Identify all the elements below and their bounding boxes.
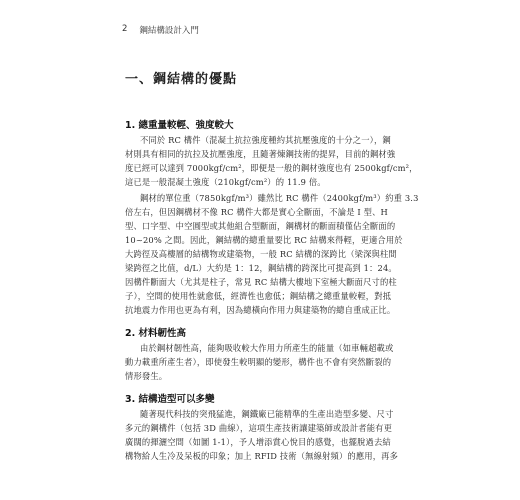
paragraph-line: 情形發生。: [125, 371, 168, 381]
chapter-title: 一、鋼結構的優點: [125, 72, 238, 87]
paragraph-line: 子），空間的使用性就愈低，經濟性也愈低；鋼結構之總重量較輕，對抵: [125, 291, 392, 301]
paragraph-line: 梁跨徑之比值，d/L）大約是 1：12，鋼結構的跨深比可提高到 1：24。: [125, 263, 397, 273]
paragraph-line: 型、口字型、中空圓型或其他組合型斷面，鋼構材的斷面積僅佔全斷面的: [125, 221, 396, 231]
paragraph-line: 構物給人生冷及呆板的印象；加上 RFID 技術（無線射頻）的應用，再多: [125, 451, 399, 461]
paragraph-line: 隨著現代科技的突飛猛進，鋼鐵廠已能精準的生產出造型多變、尺寸: [140, 409, 394, 419]
section-heading-2: 2. 材料韌性高: [125, 328, 187, 339]
paragraph-line: 因構件斷面大（尤其是柱子，常見 RC 結構大樓地下室極大斷面尺寸的柱: [125, 277, 397, 287]
book-title: 鋼結構設計入門: [139, 26, 199, 36]
paragraph-line: 由於鋼材韌性高，能夠吸收較大作用力所產生的能量（如車輛超載或: [140, 343, 394, 353]
section-heading-1: 1. 總重量較輕、強度較大: [125, 120, 234, 131]
running-head: [122, 24, 199, 36]
paragraph-line: 抗地震力作用也更為有利，因為總橫向作用力與建築物的總自重成正比。: [125, 305, 396, 315]
paragraph-line: 度已經可以達到 7000kgf/cm²，即便是一般的鋼材強度也有 2500kgf/cm²，: [125, 163, 418, 173]
paragraph-line: 多元的鋼構件（包括 3D 曲線），這項生產技術讓建築師或設計者能有更: [125, 423, 393, 433]
paragraph-line: 10~20% 之間。因此，鋼結構的總重量要比 RC 結構來得輕，更適合用於: [125, 235, 403, 245]
paragraph-line: 倍左右，但因鋼構材不像 RC 構件大都是實心全斷面，不論是 I 型、H: [125, 207, 388, 217]
paragraph-line: 鋼材的單位重（7850kgf/m³）雖然比 RC 構件（2400kgf/m³）約重 3.3: [140, 193, 419, 203]
paragraph-line: 不同於 RC 構件（混凝土抗拉強度種約其抗壓強度的十分之一），鋼: [140, 135, 391, 145]
paragraph-line: 這已是一般混凝土強度（210kgf/cm²）的 11.9 倍。: [125, 177, 326, 187]
paragraph-line: 動力載重所產生者），即使發生較明顯的變形，構件也不會有突然斷裂的: [125, 357, 392, 367]
paragraph-line: 廣闊的揮灑空間（如圖 1-1），予人增添賞心悅目的感覺，也擺脫過去結: [125, 437, 391, 447]
section-heading-3: 3. 結構造型可以多變: [125, 394, 215, 405]
paragraph-line: 大跨徑及高樓層的結構物或建築物，一般 RC 結構的深跨比（梁深與柱間: [125, 249, 397, 259]
page-number: 2: [122, 24, 128, 34]
paragraph-line: 材則具有相同的抗拉及抗壓強度，且隨著煉鋼技術的提昇，目前的鋼材強: [125, 149, 396, 159]
